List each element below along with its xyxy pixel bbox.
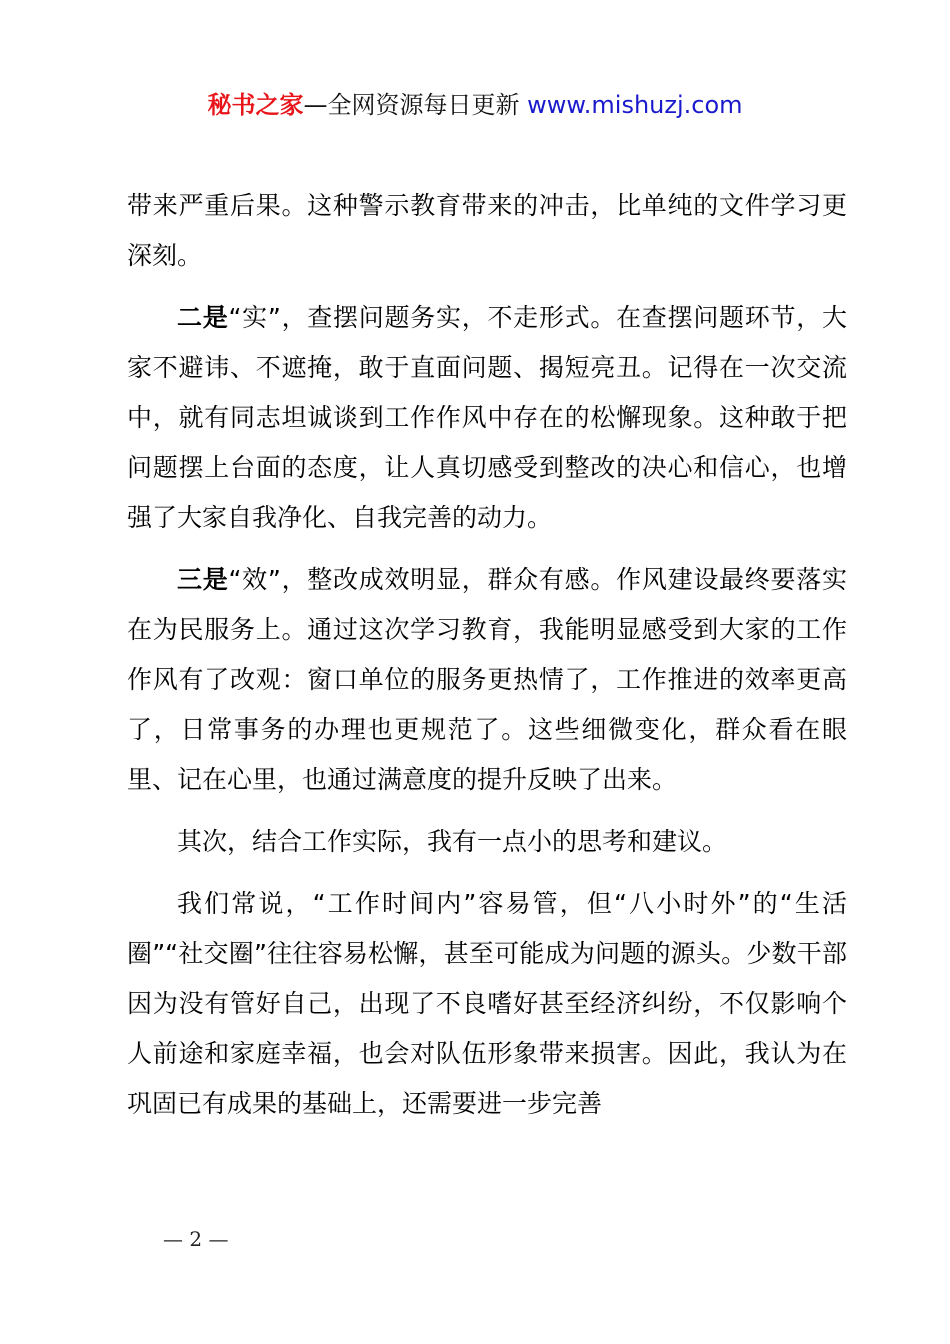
paragraph-text: 我们常说，“工作时间内”容易管，但“八小时外”的“生活圈”“社交圈”往往容易松懈，甚至可能成为问题的源头。少数干部因为没有管好自己，出现了不良嗜好甚至经济纠纷，不仅影响个人前途和家庭幸福，也会对队伍形象带来损害。因此，我认为在巩固已有成果的基础上，还需要进一步完善 xyxy=(127,889,847,1118)
paragraph-next-section xyxy=(127,817,847,867)
paragraph-text: “实”，查摆问题务实，不走形式。在查摆问题环节，大家不避讳、不遮掩，敢于直面问题、揭短亮丑。记得在一次交流中，就有同志坦诚谈到工作作风中存在的松懈现象。这种敢于把问题摆上台面的态度，让人真切感受到整改的决心和信心，也增强了大家自我净化、自我完善的动力。 xyxy=(127,303,847,532)
paragraph-point-three xyxy=(127,555,847,805)
paragraph-text: “效”，整改成效明显，群众有感。作风建设最终要落实在为民服务上。通过这次学习教育，我能明显感受到大家的工作作风有了改观：窗口单位的服务更热情了，工作推进的效率更高了，日常事务的办理也更规范了。这些细微变化，群众看在眼里、记在心里，也通过满意度的提升反映了出来。 xyxy=(127,565,847,794)
site-brand: 秘书之家 xyxy=(207,91,304,119)
site-tagline: —全网资源每日更新 xyxy=(303,91,528,119)
paragraph-suggestion xyxy=(127,879,847,1129)
paragraph-lead: 三是 xyxy=(177,565,229,594)
paragraph-text: 其次，结合工作实际，我有一点小的思考和建议。 xyxy=(177,827,728,856)
paragraph-point-two xyxy=(127,293,847,543)
page-number: — 2 — xyxy=(163,1227,229,1251)
paragraph-continuation xyxy=(127,181,847,281)
site-url-link[interactable]: www.mishuzj.com xyxy=(527,91,743,119)
page-header xyxy=(0,88,950,122)
paragraph-lead: 二是 xyxy=(177,303,229,332)
paragraph-text: 带来严重后果。这种警示教育带来的冲击，比单纯的文件学习更深刻。 xyxy=(127,191,847,270)
document-body xyxy=(127,181,847,1141)
